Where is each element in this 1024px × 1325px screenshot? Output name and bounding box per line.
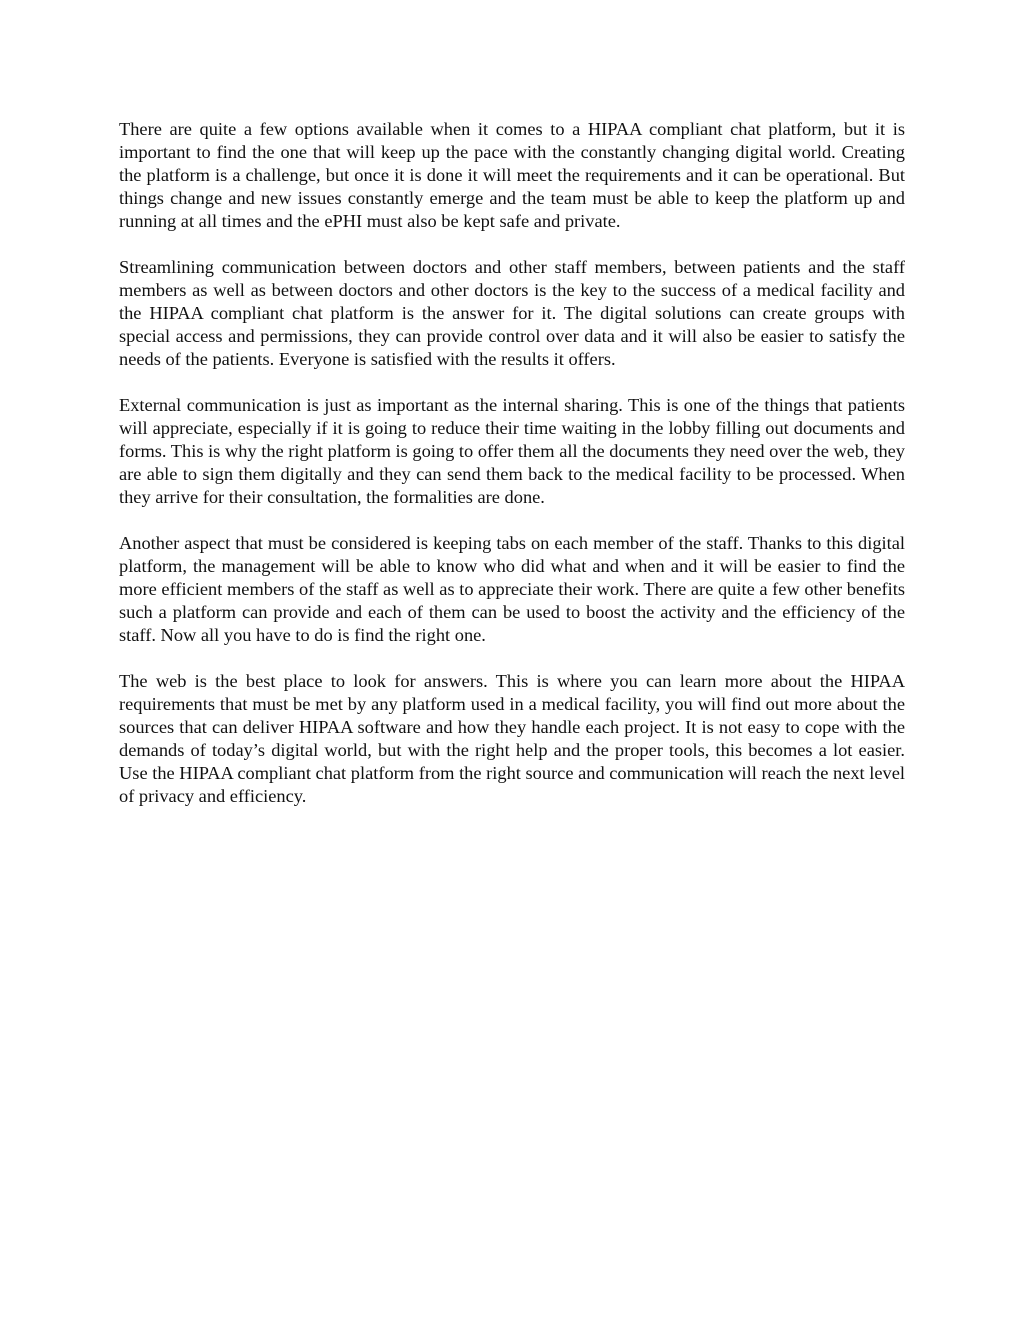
document-body [119, 118, 905, 808]
paragraph-2: Streamlining communication between doctors and other staff members, between patients and the staff members as well as between doctors and other doctors is the key to the success of a medical facility and the HIPAA compliant chat platform is the answer for it. The digital solutions can create groups with special access and permissions, they can provide control over data and it will also be easier to satisfy the needs of the patients. Everyone is satisfied with the results it offers. [119, 257, 905, 369]
paragraph-1: There are quite a few options available when it comes to a HIPAA compliant chat platform, but it is important to find the one that will keep up the pace with the constantly changing digital world. Creating the platform is a challenge, but once it is done it will meet the requirements and it can be operational. But things change and new issues constantly emerge and the team must be able to keep the platform up and running at all times and the ePHI must also be kept safe and private. [119, 119, 905, 231]
paragraph-3: External communication is just as important as the internal sharing. This is one of the things that patients will appreciate, especially if it is going to reduce their time waiting in the lobby filling out documents and forms. This is why the right platform is going to offer them all the documents they need over the web, they are able to sign them digitally and they can send them back to the medical facility to be processed. When they arrive for their consultation, the formalities are done. [119, 395, 905, 507]
paragraph-5: The web is the best place to look for answers. This is where you can learn more about the HIPAA requirements that must be met by any platform used in a medical facility, you will find out more about the sources that can deliver HIPAA software and how they handle each project. It is not easy to cope with the demands of today’s digital world, but with the right help and the proper tools, this becomes a lot easier. Use the HIPAA compliant chat platform from the right source and communication will reach the next level of privacy and efficiency. [119, 671, 905, 806]
paragraph-4: Another aspect that must be considered is keeping tabs on each member of the staff. Thanks to this digital platform, the management will be able to know who did what and when and it will be easier to find the more efficient members of the staff as well as to appreciate their work. There are quite a few other benefits such a platform can provide and each of them can be used to boost the activity and the efficiency of the staff. Now all you have to do is find the right one. [119, 533, 905, 645]
